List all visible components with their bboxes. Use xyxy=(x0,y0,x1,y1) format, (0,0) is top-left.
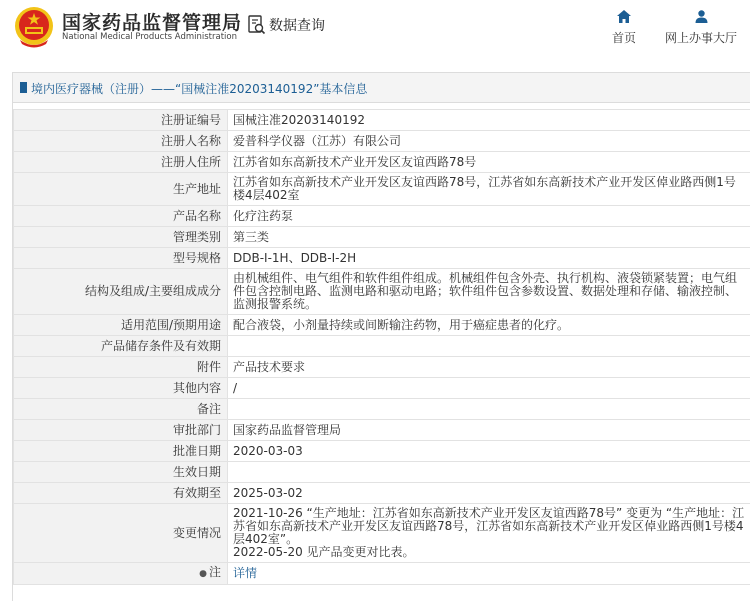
row-label-text: 适用范围/预期用途 xyxy=(121,318,221,332)
table-row xyxy=(14,504,750,563)
row-value xyxy=(228,173,750,206)
row-label-text: 变更情况 xyxy=(173,526,221,540)
table-row xyxy=(14,269,750,315)
nav-hall-label: 网上办事大厅 xyxy=(665,31,737,45)
panel-header xyxy=(13,73,750,103)
row-label xyxy=(14,131,228,152)
row-label xyxy=(14,563,228,585)
row-label-text: 注 xyxy=(209,565,221,579)
row-label xyxy=(14,420,228,441)
home-icon xyxy=(617,10,631,23)
brand-title[interactable]: 国家药品监督管理局 xyxy=(62,8,242,35)
document-search-icon xyxy=(248,15,266,35)
row-label-text: 管理类别 xyxy=(173,230,221,244)
table-row xyxy=(14,131,750,152)
row-value xyxy=(228,336,750,357)
table-row xyxy=(14,227,750,248)
row-label xyxy=(14,110,228,131)
brand-subtitle: National Medical Products Administration xyxy=(62,32,237,42)
row-value-text: 化疗注药泵 xyxy=(233,209,293,223)
row-value xyxy=(228,269,750,315)
table-row xyxy=(14,399,750,420)
table-row xyxy=(14,315,750,336)
bullet-icon: ● xyxy=(199,569,207,579)
row-label-text: 生效日期 xyxy=(173,465,221,479)
row-label xyxy=(14,399,228,420)
row-value xyxy=(228,206,750,227)
row-value-text: 配合液袋，小剂量持续或间断输注药物，用于癌症患者的化疗。 xyxy=(233,318,569,332)
data-query-label: 数据查询 xyxy=(269,15,325,35)
row-value-text: 产品技术要求 xyxy=(233,360,305,374)
row-label xyxy=(14,462,228,483)
row-label xyxy=(14,378,228,399)
row-value xyxy=(228,378,750,399)
row-label-text: 注册人名称 xyxy=(161,134,221,148)
row-value-text: 江苏省如东高新技术产业开发区友谊西路78号，江苏省如东高新技术产业开发区倬业路西侧1号楼4层402室 xyxy=(233,175,736,202)
row-label xyxy=(14,269,228,315)
row-value-text: 国械注准20203140192 xyxy=(233,113,365,127)
nav-home-label: 首页 xyxy=(612,31,636,45)
row-label xyxy=(14,336,228,357)
row-label xyxy=(14,315,228,336)
row-value-text: / xyxy=(233,381,237,395)
row-label-text: 产品名称 xyxy=(173,209,221,223)
row-label xyxy=(14,248,228,269)
row-label xyxy=(14,357,228,378)
row-label-text: 生产地址 xyxy=(173,182,221,196)
table-row xyxy=(14,206,750,227)
row-label-text: 审批部门 xyxy=(173,423,221,437)
table-row xyxy=(14,483,750,504)
table-row xyxy=(14,441,750,462)
details-link[interactable]: 详情 xyxy=(233,566,257,580)
row-value xyxy=(228,420,750,441)
national-emblem-icon xyxy=(14,6,54,48)
row-label-text: 产品储存条件及有效期 xyxy=(101,339,221,353)
row-value-text: 2020-03-03 xyxy=(233,444,303,458)
detail-panel xyxy=(12,72,750,601)
title-marker-icon xyxy=(20,82,27,93)
row-label-text: 注册证编号 xyxy=(161,113,221,127)
user-icon xyxy=(695,10,708,23)
row-value-text: 由机械组件、电气组件和软件组件组成。机械组件包含外壳、执行机构、液袋锁紧装置；电气组件包含控制电路、监测电路和驱动电路；软件组件包含参数设置、数据处理和存储、输液控制、监测报警系统。 xyxy=(233,271,737,311)
table-row xyxy=(14,357,750,378)
row-value xyxy=(228,441,750,462)
table-row xyxy=(14,378,750,399)
table-row xyxy=(14,248,750,269)
row-label-text: 附件 xyxy=(197,360,221,374)
row-label xyxy=(14,206,228,227)
row-value xyxy=(228,357,750,378)
row-label-text: 有效期至 xyxy=(173,486,221,500)
row-value-text: DDB-I-1H、DDB-I-2H xyxy=(233,251,356,265)
row-value xyxy=(228,248,750,269)
nav-online-service-hall[interactable] xyxy=(661,10,741,46)
row-value xyxy=(228,399,750,420)
row-label-text: 型号规格 xyxy=(173,251,221,265)
row-label-text: 备注 xyxy=(197,402,221,416)
row-label xyxy=(14,483,228,504)
row-value xyxy=(228,152,750,173)
table-row xyxy=(14,152,750,173)
data-query-link[interactable] xyxy=(248,15,325,35)
table-row xyxy=(14,336,750,357)
row-value-text: 第三类 xyxy=(233,230,269,244)
table-row xyxy=(14,110,750,131)
row-label-text: 批准日期 xyxy=(173,444,221,458)
row-label xyxy=(14,152,228,173)
row-value xyxy=(228,315,750,336)
info-table xyxy=(13,109,750,585)
table-row xyxy=(14,173,750,206)
row-value xyxy=(228,483,750,504)
row-value-text: 2025-03-02 xyxy=(233,486,303,500)
row-value xyxy=(228,462,750,483)
row-value-text: 2021-10-26 “生产地址：江苏省如东高新技术产业开发区友谊西路78号” 变更为 “生产地址：江苏省如东高新技术产业开发区友谊西路78号，江苏省如东高新技术产业开发区倬业路西侧1号楼4层402室”。 2022-05-20 见产品变更对比表。 xyxy=(233,506,744,559)
table-row xyxy=(14,462,750,483)
row-label-text: 其他内容 xyxy=(173,381,221,395)
row-label-text: 结构及组成/主要组成成分 xyxy=(85,284,221,298)
row-value xyxy=(228,227,750,248)
nav-home[interactable] xyxy=(606,10,642,46)
row-label xyxy=(14,173,228,206)
row-value-text: 江苏省如东高新技术产业开发区友谊西路78号 xyxy=(233,155,476,169)
row-value xyxy=(228,504,750,563)
row-value[interactable] xyxy=(228,563,750,585)
panel-title: 境内医疗器械（注册）——“国械注准20203140192”基本信息 xyxy=(31,80,367,97)
row-label-text: 注册人住所 xyxy=(161,155,221,169)
row-label xyxy=(14,227,228,248)
row-label xyxy=(14,441,228,462)
row-value xyxy=(228,110,750,131)
table-row xyxy=(14,563,750,585)
table-row xyxy=(14,420,750,441)
site-header xyxy=(0,0,750,60)
row-value xyxy=(228,131,750,152)
row-value-text: 国家药品监督管理局 xyxy=(233,423,341,437)
row-label xyxy=(14,504,228,563)
row-value-text: 爱普科学仪器（江苏）有限公司 xyxy=(233,134,401,148)
